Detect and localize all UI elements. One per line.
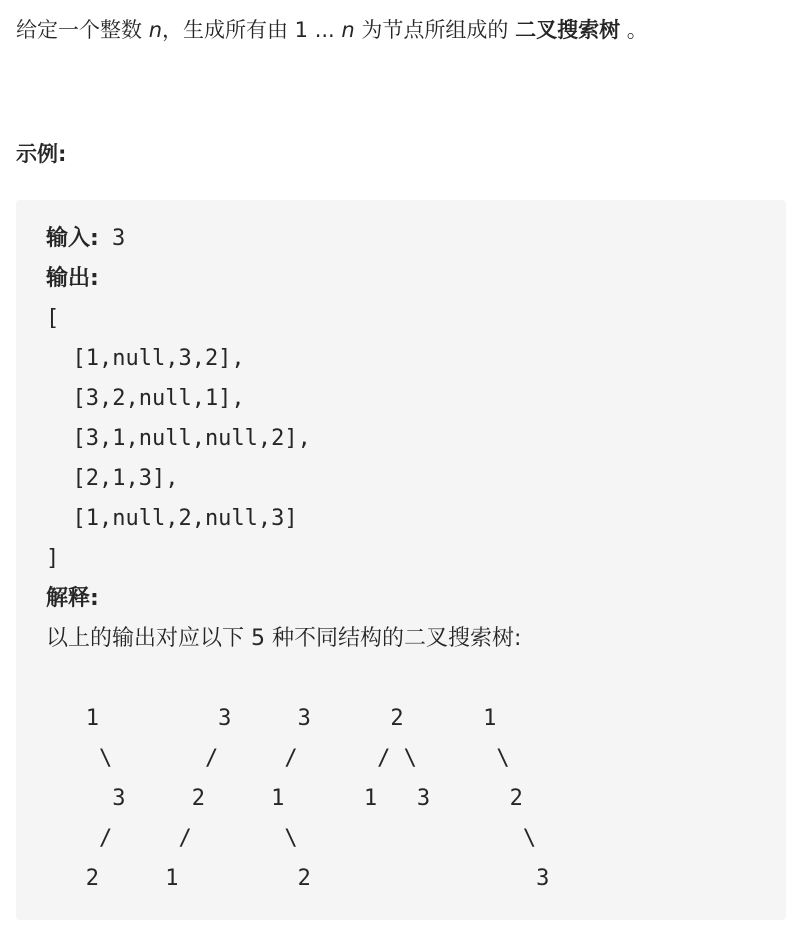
output-line: [3,2,null,1],	[46, 386, 245, 411]
tree-line: \ / / / \ \	[46, 746, 510, 771]
problem-description	[16, 14, 648, 46]
tree-line: 2 1 2 3	[46, 866, 550, 891]
input-label: 输入:	[46, 226, 99, 251]
output-label-line	[46, 259, 786, 299]
output-line: [1,null,2,null,3]	[46, 506, 298, 531]
description-text-3: 为节点所组成的	[354, 18, 516, 42]
variable-n-2: n	[341, 18, 355, 42]
tree-line: 3 2 1 1 3 2	[46, 786, 523, 811]
output-line: ]	[46, 546, 60, 571]
example-code-block	[16, 200, 786, 920]
output-label: 输出:	[46, 266, 99, 291]
output-line: [1,null,3,2],	[46, 346, 245, 371]
tree-line	[46, 659, 786, 699]
explain-label-line	[46, 579, 786, 619]
explain-label: 解释:	[46, 586, 99, 611]
input-value: 3	[98, 226, 126, 251]
output-line: [3,1,null,null,2],	[46, 426, 311, 451]
description-text-4: 。	[620, 18, 648, 42]
description-text-1: 给定一个整数	[16, 18, 149, 42]
output-line: [2,1,3],	[46, 466, 179, 491]
bold-term: 二叉搜索树	[515, 18, 621, 42]
variable-n: n	[148, 18, 162, 42]
tree-line: 1 3 3 2 1	[46, 706, 497, 731]
tree-line: / / \ \	[46, 826, 537, 851]
input-line	[46, 219, 786, 259]
description-text-2: ，生成所有由 1 ...	[162, 18, 342, 42]
example-heading: 示例:	[16, 142, 67, 166]
output-line: [	[46, 306, 60, 331]
explain-text: 以上的输出对应以下 5 种不同结构的二叉搜索树:	[46, 626, 522, 651]
